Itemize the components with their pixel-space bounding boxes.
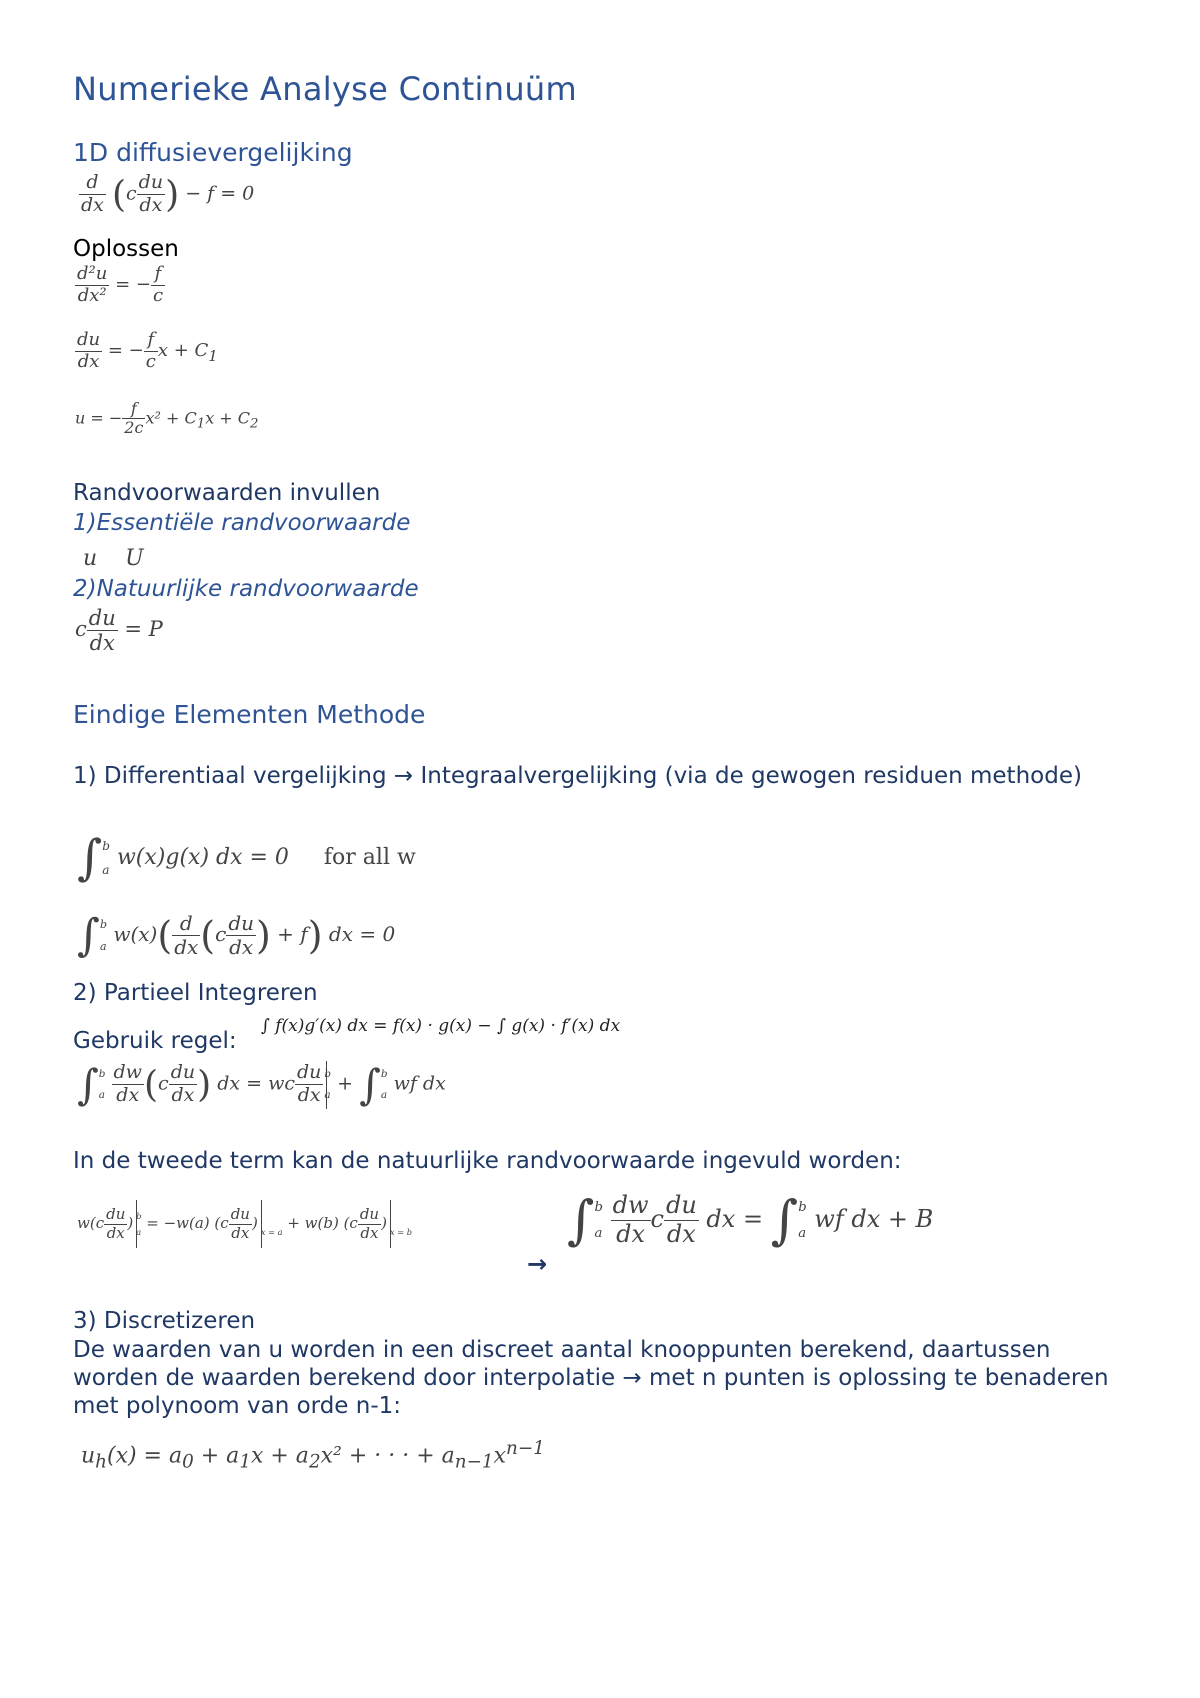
step3-text: De waarden van u worden in een discreet aantal knooppunten berekend, daartussen worden de waarden berekend door interpolatie → met n punten is oplossing te benaderen met polynoom van orde n-1: [73,1337,1109,1419]
label-essentieel: 1)Essentiële randvoorwaarde [73,510,411,536]
formula-essential-bc: u U [83,546,144,571]
formula-polynomial: $u_h(x) = a_0 + a_1x + a_2x^2$ + · · · + $a_{n-1}x^{n-1}$ [81,1438,545,1473]
step3-heading: 3) Discretizeren [73,1308,256,1334]
arrow-icon: → [527,1250,548,1278]
tweede-term-text: In de tweede term kan de natuurlijke randvoorwaarde ingevuld worden: [73,1148,902,1174]
formula-weighted-integral: ∫ b a w(x)g(x) dx = 0 for all w [77,830,416,886]
label-natuurlijk: 2)Natuurlijke randvoorwaarde [73,576,419,602]
formula-first-derivative: $\frac{du}{dx}$ = − $\frac{f}{c}$ $x + C_1$ [77,329,218,372]
label-randvoorwaarden: Randvoorwaarden invullen [73,480,381,506]
formula-partial-integration-rule: ∫ f(x)g′(x) dx = f(x) · g(x) − ∫ g(x) · f′(x) dx [261,1016,621,1036]
formula-diffusion: $\frac{d}{dx}$ (c $\frac{du}{dx}$ ) − f = 0 [81,171,255,216]
formula-solution-u: u = − $\frac{f}{2c}$ $x^2 + C_1x + C_2$ [75,399,259,438]
formula-weak-form: ∫ b a w(x)( $\frac{d}{dx}$ (c $\frac{du}{dx}$ ) + f) dx = 0 [77,910,396,961]
step1-text: 1) Differentiaal vergelijking → Integraalvergelijking (via de gewogen residuen methode) [73,763,1082,789]
page-title: Numerieke Analyse Continuüm [73,70,577,108]
label-regel: Gebruik regel: [73,1028,237,1054]
formula-partial-integration: ∫ b a $\frac{dw}{dx}$ (c $\frac{du}{dx}$ ) dx = wc $\frac{du}{dx}$ b a + ∫ b a wf dx [77,1060,446,1109]
label-oplossen: Oplossen [73,236,179,262]
step2-text: 2) Partieel Integreren [73,980,318,1006]
formula-boundary-terms: w(c $\frac{du}{dx}$ ) b a = −w(a) (c $\frac{du}{dx}$ ) x = a + w(b) (c $\frac{du}{dx}$ ) x = b [77,1200,412,1248]
formula-weak-form-final: ∫ b a $\frac{dw}{dx}$ c $\frac{du}{dx}$ dx = ∫ b a wf dx + B [567,1190,934,1251]
formula-natural-bc: c $\frac{du}{dx}$ = P [75,606,163,656]
heading-fem: Eindige Elementen Methode [73,700,426,729]
formula-second-derivative: $\frac{\text{d²u}}{\text{dx²}}$ = − $\frac{f}{c}$ [77,263,164,306]
heading-diffusion: 1D diffusievergelijking [73,138,353,167]
